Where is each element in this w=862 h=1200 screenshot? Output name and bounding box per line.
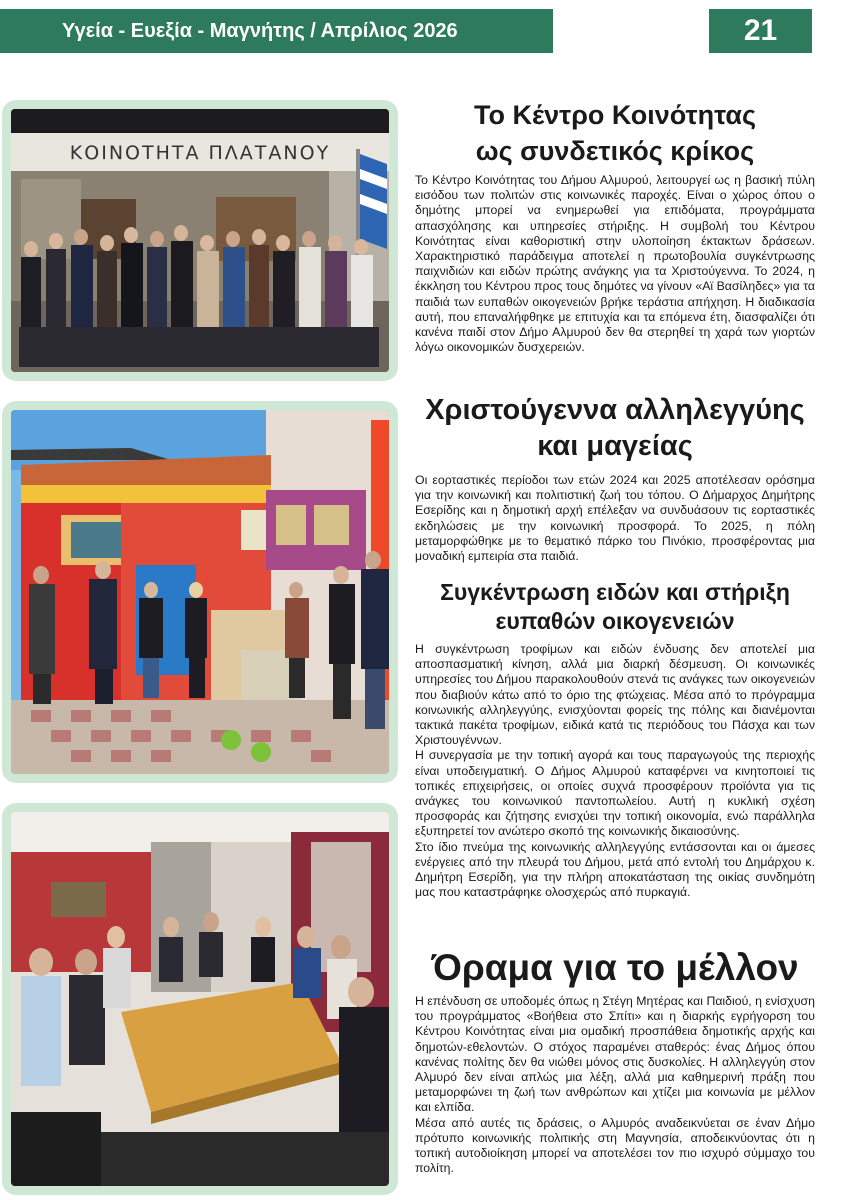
page-number: 21 [709, 9, 812, 53]
article-vision-title: Όραμα για το μέλλον [431, 947, 799, 988]
article-support [415, 578, 815, 900]
photo1-sign-text: ΚΟΙΝΟΤΗΤΑ ΠΛΑΤΑΝΟΥ [69, 142, 331, 164]
article-christmas-title [415, 392, 815, 464]
section-banner [0, 9, 553, 53]
article-paragraph: Το Κέντρο Κοινότητας του Δήμου Αλμυρού, λειτουργεί ως η βασική πύλη εισόδου των πολιτών στις κοινωνικές παροχές. Είναι ο χώρος όπου ο δημότης μπορεί να ενημερωθεί για επιδόματα, προγράμματα απασχόλησης και υπηρεσίες στήριξης. Η συμβολή του Κέντρου Κοινότητας είναι καθοριστική στην υλοποίηση έκτακτων δράσεων. Χαρακτηριστικό παράδειγμα αποτελεί η πρωτοβουλία συγκέντρωσης παιχνιδιών και ειδών πρώτης ανάγκης για τα Χριστούγεννα. Το 2024, η έκκληση του Κέντρου προς τους δημότες να γίνουν «Αϊ Βασίληδες» για τα παιδιά των ευπαθών οικογενειών βρήκε τεράστια απήχηση. Η διαδικασία αυτή, που επαναλήφθηκε με επιτυχία και τα επόμενα έτη, διασφαλίζει ότι κανένα παιδί στον Δήμο Αλμυρού δεν θα στερηθεί τη χαρά των γιορτών λόγω οικονομικών δυσχερειών. [415, 173, 815, 355]
article-paragraph: Η συνεργασία με την τοπική αγορά και τους παραγωγούς της περιοχής είναι υποδειγματική. Ο Δήμος Αλμυρού καταφέρνει να κινητοποιεί τις τοπικές επιχειρήσεις, οι οποίες συχνά προσφέρουν προϊόντα για τις ανάγκες του κοινωνικού παντοπωλείου. Αυτή η κυκλική σχέση προσφοράς και ζήτησης ενισχύει την τοπική οικονομία, ενώ παράλληλα εξυπηρετεί τον ανώτερο σκοπό της κοινωνικής δικαιοσύνης. [415, 748, 815, 839]
article-paragraph: Στο ίδιο πνεύμα της κοινωνικής αλληλεγγύης εντάσσονται και οι άμεσες ενέργειες από την πλευρά του Δήμου, μετά από εντολή του Δημάρχου κ. Δημήτρη Εσερίδη, για την πλήρη αποκατάσταση της οικίας συνδημότη μας που καταστράφηκε ολοσχερώς από πυρκαγιά. [415, 839, 815, 900]
article-christmas [415, 392, 815, 564]
article-paragraph: Η συγκέντρωση τροφίμων και ειδών ένδυσης δεν αποτελεί μια αποσπασματική κίνηση, αλλά μια διαρκή δέσμευση. Οι κοινωνικές υπηρεσίες του Δήμου παρακολουθούν στενά τις ανάγκες των οικογενειών που διαβιούν κάτω από το όριο της φτώχειας. Μέσα από το πρόγραμμα κοινωνικής αλληλεγγύης, ενισχύονται φορείς της πόλης και διανέμονται τακτικά πακέτα τροφίμων, ειδικά κατά τις περιόδους του Πάσχα και των Χριστουγέννων. [415, 642, 815, 748]
photo-meeting [11, 812, 389, 1186]
article-paragraph: Μέσα από αυτές τις δράσεις, ο Αλμυρός αναδεικνύεται σε έναν Δήμο πρότυπο κοινωνικής πολιτικής στη Μαγνησία, αποδεικνύοντας ότι η τοπική αυτοδιοίκηση μπορεί να αποτελέσει τον πιο ισχυρό σύμμαχο του πολίτη. [415, 1115, 815, 1176]
title-line-1: Το Κέντρο Κοινότητας [473, 100, 757, 130]
article-support-title [415, 578, 815, 636]
article-paragraph: Η επένδυση σε υποδομές όπως η Στέγη Μητέρας και Παιδιού, η ενίσχυση του προγράμματος «Βοήθεια στο Σπίτι» και η διαρκής εγρήγορση του Κέντρου Κοινότητας είναι μια ομαδική προσπάθεια δημοτικής αρχής και δημοτών-εθελοντών. Ο στόχος παραμένει σταθερός: ένας Δήμος όπου κανένας πολίτης δεν θα νιώθει μόνος στις δυσκολίες. Η αλληλεγγύη στον Αλμυρό δεν είναι απλώς μια λέξη, αλλά μια καθημερινή πράξη που μεταμορφώνει τη ζωή των ανθρώπων και χτίζει μια κοινωνία με μέλλον και ελπίδα. [415, 994, 815, 1115]
photo-community-center [11, 109, 389, 372]
article-vision [415, 946, 815, 1176]
photo-frame-community-center [2, 100, 398, 381]
article-community-center [415, 97, 815, 355]
photo-frame-meeting [2, 803, 398, 1195]
title-line-2: ως συνδετικός κρίκος [475, 136, 755, 166]
title-line-2: ευπαθών οικογενειών [495, 608, 735, 634]
title-line-1: Χριστούγεννα αλληλεγγύης [425, 394, 805, 426]
title-line-1: Συγκέντρωση ειδών και στήριξη [440, 579, 790, 605]
photo-christmas-event [11, 410, 389, 774]
title-line-2: και μαγείας [537, 430, 693, 462]
section-title: Υγεία - Ευεξία - Μαγνήτης / Απρίλιος 2026 [62, 20, 458, 42]
article-paragraph: Οι εορταστικές περίοδοι των ετών 2024 και 2025 αποτέλεσαν ορόσημα για την κοινωνική και πολιτιστική ζωή του τόπου. Ο Δήμαρχος Δημήτρης Εσερίδης και η δημοτική αρχή επέλεξαν να συνδυάσουν τις εορταστικές εκδηλώσεις με την κοινωνική προσφορά. Το 2025, η πόλη μεταμορφώθηκε με το θεματικό πάρκο του Πινόκιο, προσφέροντας μια μοναδική εμπειρία στα παιδιά. [415, 473, 815, 564]
article-community-center-title [415, 97, 815, 169]
photo-frame-christmas-event [2, 401, 398, 783]
